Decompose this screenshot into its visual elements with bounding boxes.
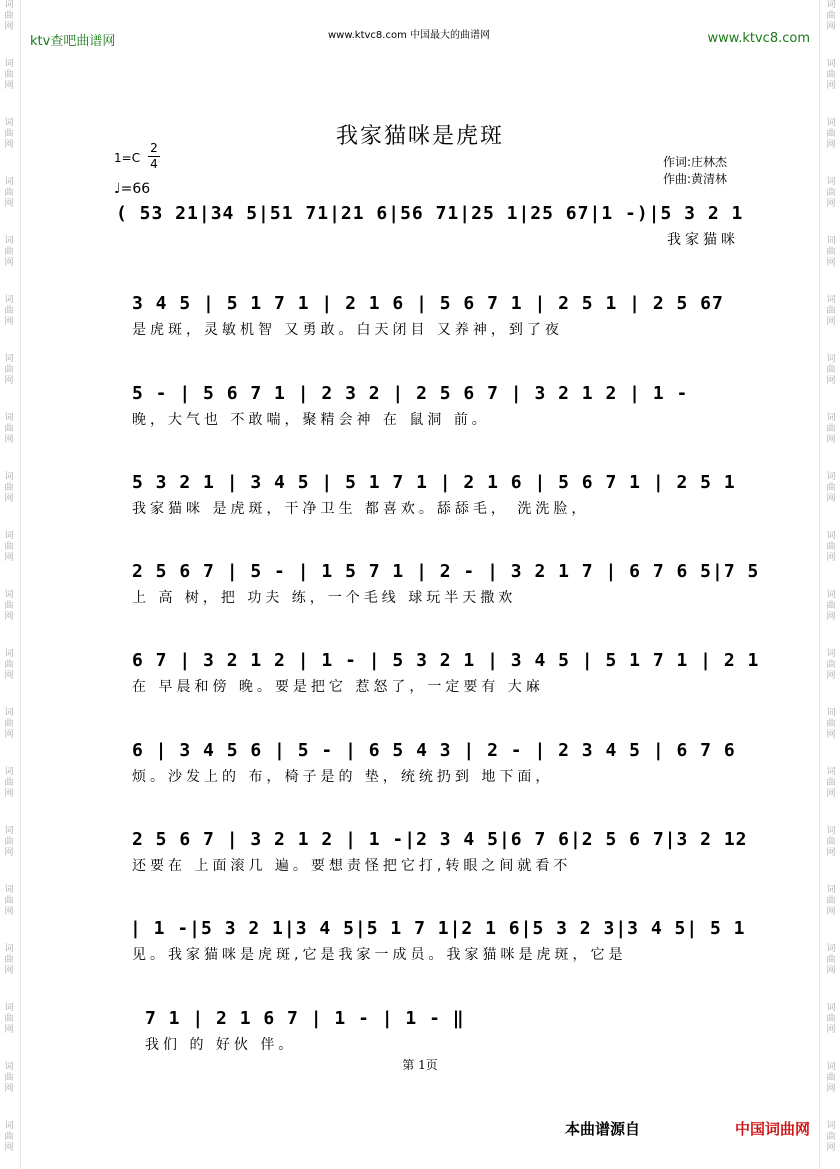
- watermark-text: 词 曲 网: [4, 767, 14, 799]
- watermark-text: 词 曲 网: [826, 118, 836, 150]
- notation-line: 3 4 5 | 5 1 7 1 | 2 1 6 | 5 6 7 1 | 2 5 1 | 2 5 67: [132, 293, 724, 314]
- watermark-text: 词 曲 网: [4, 885, 14, 917]
- page-number: 第 1页: [402, 1058, 438, 1072]
- watermark-text: 词 曲 网: [826, 59, 836, 91]
- composer: 作曲:黄清林: [663, 172, 728, 186]
- watermark-text: 词 曲 网: [4, 649, 14, 681]
- watermark-text: 词 曲 网: [4, 413, 14, 445]
- lyric-line: 还要在 上面滚几 遍。要想责怪把它打,转眼之间就看不: [132, 858, 572, 874]
- lyricist: 作词:庄林杰: [663, 155, 728, 169]
- watermark-text: 词 曲 网: [4, 1121, 14, 1153]
- watermark-text: 词 曲 网: [826, 708, 836, 740]
- time-top: 2: [150, 141, 158, 155]
- watermark-text: 词 曲 网: [826, 354, 836, 386]
- left-watermark-column: [2, 0, 16, 1169]
- watermark-text: 词 曲 网: [4, 1003, 14, 1035]
- key-signature: 1=C: [114, 151, 141, 165]
- watermark-text: 词 曲 网: [4, 236, 14, 268]
- watermark-text: 词 曲 网: [826, 767, 836, 799]
- notation-line: ( 53 21|34 5|51 71|21 6|56 71|25 1|25 67|1 -)|5 3 2 1: [116, 203, 744, 224]
- watermark-text: 词 曲 网: [826, 236, 836, 268]
- footer-source-label: 本曲谱源自: [564, 1120, 640, 1138]
- lyric-line: 是虎斑，灵敏机智 又勇敢。白天闭目 又养神，到了夜: [132, 322, 563, 338]
- header-right-site: www.ktvc8.com: [707, 31, 810, 46]
- watermark-text: 词 曲 网: [4, 354, 14, 386]
- watermark-text: 词 曲 网: [4, 472, 14, 504]
- lyric-line: 上 高 树，把 功夫 练，一个毛线 球玩半天撒欢: [132, 590, 517, 606]
- watermark-text: 词 曲 网: [826, 885, 836, 917]
- watermark-text: 词 曲 网: [4, 0, 14, 32]
- lyric-line: 我家猫咪 是虎斑，干净卫生 都喜欢。舔舔毛， 洗洗脸，: [132, 501, 590, 517]
- notation-line: 2 5 6 7 | 5 - | 1 5 7 1 | 2 - | 3 2 1 7 | 6 7 6 5|7 5: [132, 561, 760, 582]
- watermark-text: 词 曲 网: [826, 413, 836, 445]
- footer-site-name: 中国词曲网: [734, 1120, 810, 1138]
- watermark-text: 词 曲 网: [4, 118, 14, 150]
- lyric-line: 见。我家猫咪是虎斑,它是我家一成员。我家猫咪是虎斑，它是: [132, 947, 627, 963]
- notation-line: | 1 -|5 3 2 1|3 4 5|5 1 7 1|2 1 6|5 3 2 3|3 4 5| 5 1: [130, 918, 746, 939]
- watermark-text: 词 曲 网: [4, 295, 14, 327]
- lyric-line: 晚，大气也 不敢喘，聚精会神 在 鼠洞 前。: [132, 412, 490, 428]
- watermark-text: 词 曲 网: [4, 944, 14, 976]
- watermark-text: 词 曲 网: [826, 0, 836, 32]
- notation-line: 5 3 2 1 | 3 4 5 | 5 1 7 1 | 2 1 6 | 5 6 7 1 | 2 5 1: [132, 472, 736, 493]
- lyric-line: 在 早晨和傍 晚。要是把它 惹怒了，一定要有 大麻: [132, 679, 544, 695]
- watermark-text: 词 曲 网: [4, 59, 14, 91]
- right-watermark-column: [824, 0, 838, 1169]
- notation-line: 6 | 3 4 5 6 | 5 - | 6 5 4 3 | 2 - | 2 3 4 5 | 6 7 6: [132, 740, 736, 761]
- notation-line: 2 5 6 7 | 3 2 1 2 | 1 -|2 3 4 5|6 7 6|2 5 6 7|3 2 12: [132, 829, 748, 850]
- time-signature: [148, 142, 160, 171]
- header-left-site: ktv查吧曲谱网: [30, 34, 116, 49]
- song-title: 我家猫咪是虎斑: [335, 124, 504, 149]
- watermark-text: 词 曲 网: [826, 472, 836, 504]
- watermark-text: 词 曲 网: [826, 944, 836, 976]
- notation-line: 7 1 | 2 1 6 7 | 1 - | 1 - ‖: [145, 1008, 465, 1029]
- watermark-text: 词 曲 网: [4, 1062, 14, 1094]
- lyric-line: 我家猫咪: [667, 232, 739, 248]
- watermark-text: 词 曲 网: [826, 826, 836, 858]
- watermark-text: 词 曲 网: [4, 708, 14, 740]
- watermark-text: 词 曲 网: [4, 531, 14, 563]
- watermark-text: 词 曲 网: [4, 826, 14, 858]
- watermark-text: 词 曲 网: [826, 1003, 836, 1035]
- tempo-value: =66: [120, 181, 151, 197]
- quarter-note-icon: ♩: [114, 181, 121, 197]
- watermark-text: 词 曲 网: [826, 1121, 836, 1153]
- watermark-text: 词 曲 网: [826, 295, 836, 327]
- tempo-marking: [114, 181, 150, 197]
- header-middle-site: www.ktvc8.com 中国最大的曲谱网: [328, 30, 491, 41]
- watermark-text: 词 曲 网: [826, 531, 836, 563]
- watermark-text: 词 曲 网: [4, 590, 14, 622]
- watermark-text: 词 曲 网: [826, 649, 836, 681]
- watermark-text: 词 曲 网: [826, 1062, 836, 1094]
- lyric-line: 烦。沙发上的 布，椅子是的 垫，统统扔到 地下面，: [132, 769, 554, 785]
- notation-line: 6 7 | 3 2 1 2 | 1 - | 5 3 2 1 | 3 4 5 | 5 1 7 1 | 2 1: [132, 650, 760, 671]
- watermark-text: 词 曲 网: [826, 177, 836, 209]
- watermark-text: 词 曲 网: [4, 177, 14, 209]
- time-bottom: 4: [150, 157, 158, 171]
- notation-line: 5 - | 5 6 7 1 | 2 3 2 | 2 5 6 7 | 3 2 1 2 | 1 -: [132, 383, 689, 404]
- lyric-line: 我们 的 好伙 伴。: [145, 1037, 297, 1053]
- watermark-text: 词 曲 网: [826, 590, 836, 622]
